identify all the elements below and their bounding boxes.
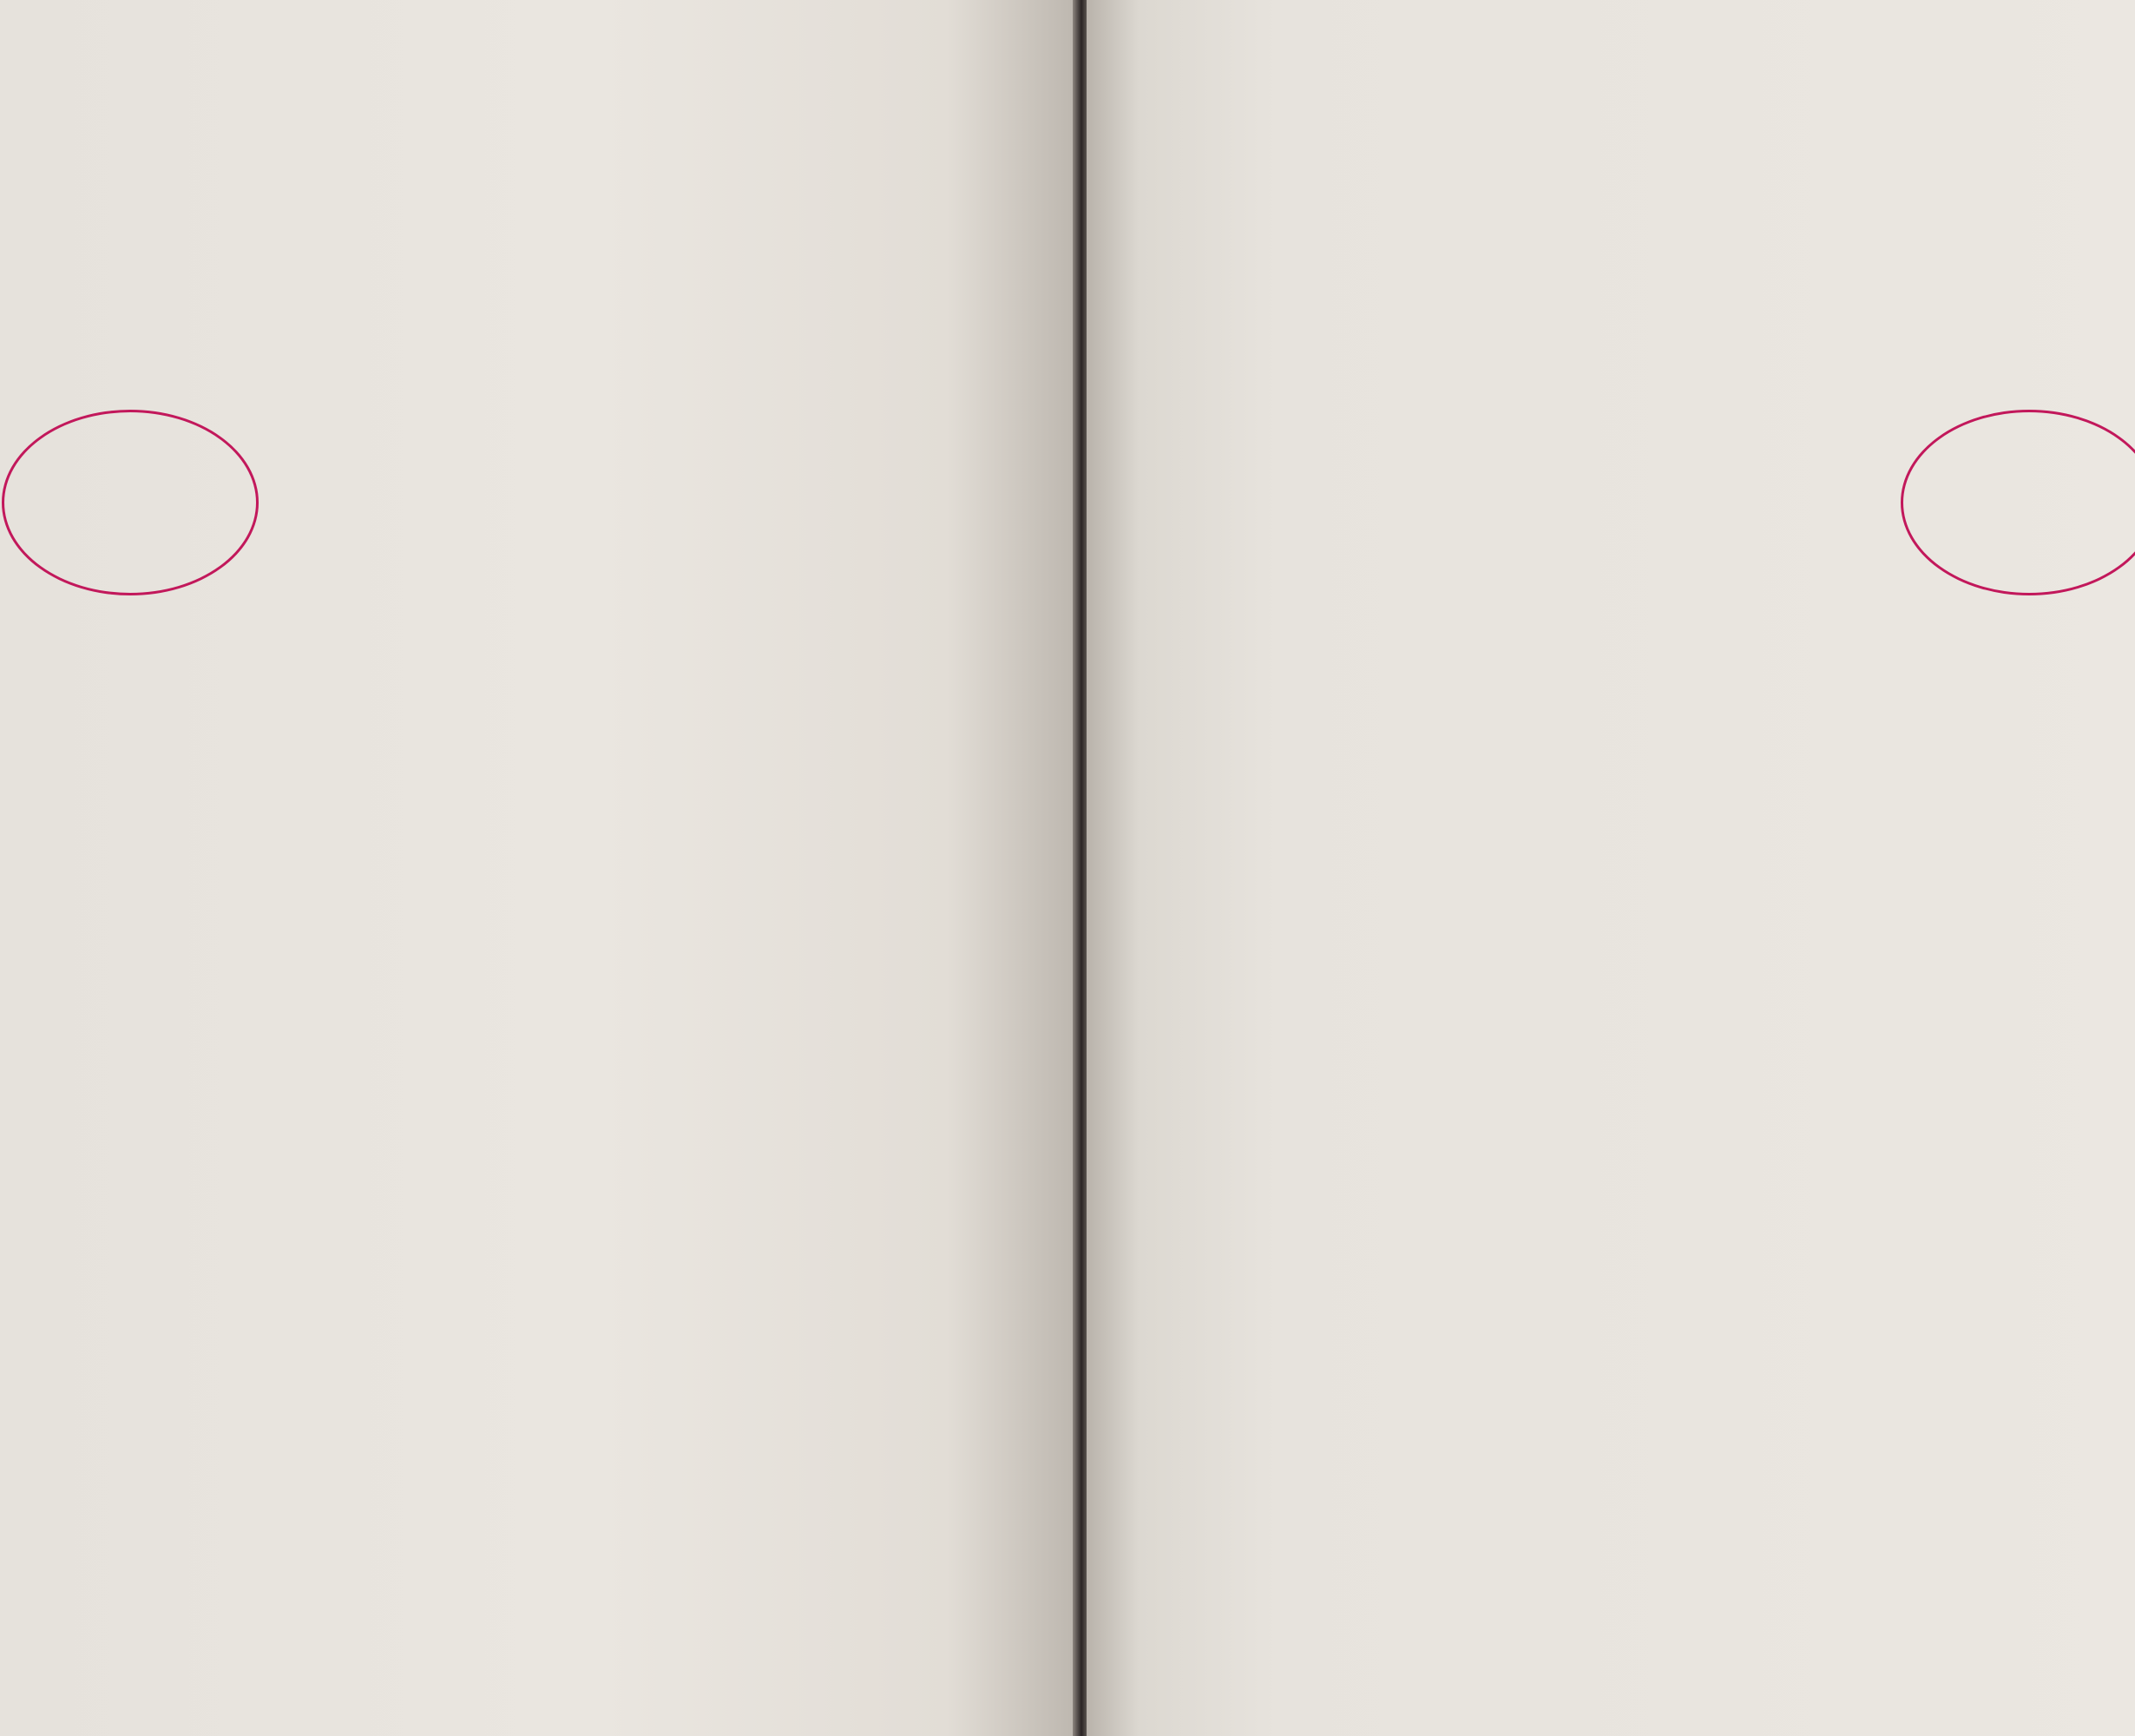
table-oval-right — [1901, 410, 2135, 595]
right-page — [1087, 0, 2135, 1736]
table-oval-left — [2, 410, 259, 595]
